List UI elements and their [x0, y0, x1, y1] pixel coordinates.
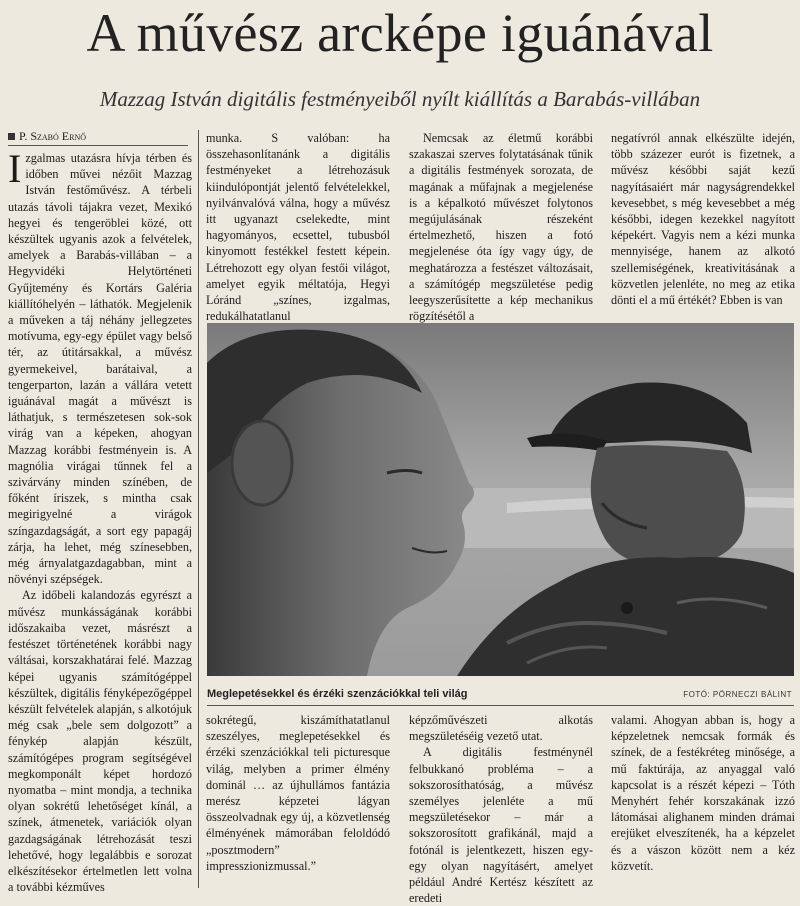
paragraph — [8, 146, 192, 587]
article-column-3-top — [409, 130, 593, 324]
paragraph-text: zgalmas utazásra hívja térben és időben művei nézőit Mazzag István festőművész. A térbeli utazás távoli tájakra vezet, Mexikó hegyei és tengeröblei közé, ott készültek ugyanis azok a felvételek, amelyek a Barabás-villában – a Hegyvidéki Helytörténeti Gyűjtemény és Kortárs Galéria kiállítóhelyén – láthatók. Megjelenik a műveken a táj néhány jellegzetes motívuma, egy-egy épület vagy belső tér, az útitársakkal, a művész gyermekeivel, barátaival, a tengerparton, lazán a vállára vetett iguánával magát a művészt is láthatjuk, s természetesen sok-sok virág van a képeken, ahogyan Mazzag korábbi festményein is. A magnólia virágai tűnnek fel a szivárvány minden színében, de főként íriszek, s mintha csak megirigyelné a virágok színgazdagságát, a sort egy papagáj zárja, ha lehet, még színesebben, még árnyalatgazdagabban, mint a növényi szépségek. — [8, 151, 192, 587]
byline-author: P. Szabó Ernő — [19, 129, 87, 143]
article-column-1 — [8, 146, 192, 895]
photo-right-face — [591, 445, 745, 568]
photo-credit: FOTÓ: PÖRNECZI BÁLINT — [683, 690, 792, 699]
caption-rule — [207, 705, 794, 706]
paragraph: képzőművészeti alkotás megszületéséig vezető utat. — [409, 713, 593, 744]
article-column-2-top — [206, 130, 390, 324]
column-rule — [198, 130, 199, 888]
article-column-2-bottom — [206, 712, 390, 888]
paragraph: sokrétegű, kiszámíthatatlanul szeszélyes, meglepetésekkel és érzéki szenzációkkal teli picturesque világ, melyben a primer élmény dominál … az újhullámos fantázia merész képzetei lágyan összeolvadnak egy új, a közvetlenség élményének mámorában feloldódó „posztmodern” impresszionizmussal.” — [206, 713, 390, 873]
article-column-3-bottom — [409, 712, 593, 906]
byline — [8, 128, 188, 146]
paragraph: Nemcsak az életmű korábbi szakaszai szerves folytatásának tűnik a digitális festmények sorozata, de magának a műfajnak a megjelenése is a képalkotó művészet folytonos megújulásának részeként értelmezhető, hiszen a fotó megjelenése óta így vagy úgy, de meghatározza a festészet változásait, a számítógép megszületése pedig leegyszerűsítette a kép mechanikus rögzítésétől a — [409, 131, 593, 324]
article-column-4-bottom — [611, 712, 795, 888]
byline-square-icon — [8, 133, 15, 140]
paragraph: Az időbeli kalandozás egyrészt a művész munkásságának korábbi időszakaiba vezet, másrészt a festészet történetének korábbi nagy váltásai, korszakhatárai felé. Mazzag képei ugyanis számítógéppel készültek, digitális fényképezőgéppel készült felvételek alapján, s alkotójuk még csak „bele sem dolgozott” a fénykép alapján készült, számítógépes program segítségével megkomponált képet hordozó nyomatba – mint mondja, a technika olyan sokrétű lehetőséget kínál, a színek, átmenetek, variációk olyan gazdagságának létrehozását teszi lehetővé, hogy legalábbis e sorozat elkészítésekor értelmetlen lett volna a további kézműves — [8, 588, 192, 895]
photo-illustration — [207, 323, 794, 676]
paragraph: valami. Ahogyan abban is, hogy a képzeletnek nemcsak formák és színek, de a festékréteg minősége, a mű faktúrája, az anyaggal való kapcsolat is a részét képezi – Tóth Menyhért fehér korszakának izzó látomásai alighanem minden drámai erejüket elveszítenék, ha a képzelet és a vászon között nem a kéz közvetít. — [611, 713, 795, 873]
article-subheadline: Mazzag István digitális festményeiből nyílt kiállítás a Barabás-villában — [99, 87, 701, 111]
paragraph: A digitális festménynél felbukkanó probléma – a sokszorosíthatóság, a művész személyes jelenléte a mű megszületésekor – már a sokszorosított grafikánál, majd a fotónál is jelentkezett, hiszen egy-egy olyan nagyításért, amelyet például André Kertész készített az eredeti — [409, 745, 593, 906]
article-column-4-top — [611, 130, 795, 320]
article-headline: A művész arcképe iguánával — [86, 3, 714, 63]
paragraph: munka. S valóban: ha összehasonlítanánk a digitális festményeket a létrehozásuk kiindulópontját jelentő felvételekkel, nyilvánvalóvá válna, hogy a művész itt ugyanazt cselekedte, mint hagyományos, ecsettel, tubusból kinyomott festékkel festett képein. Létrehozott egy olyan festői világot, amelyet egyik méltatója, Hegyi Lóránd „színes, izgalmas, redukálhatatlanul — [206, 131, 390, 324]
paragraph: negatívról annak elkészülte idején, több százezer eurót is fizetnek, a művész későbbi saját kezű nagyításaiért már nagyságrendekkel kevesebbet, s még kevesebbet a még későbbi, idegen kezekkel nagyított képekért. Vagyis nem a kézi munka mennyisége, hanem az alkotó szellemiségének, kreativitásának a közvetlen jelenléte, no meg az etika dönti el a mű értékét? Ebben is van — [611, 131, 795, 308]
article-photo — [207, 323, 794, 676]
dropcap: I — [8, 146, 22, 191]
photo-caption: Meglepetésekkel és érzéki szenzációkkal teli világ — [207, 688, 468, 700]
